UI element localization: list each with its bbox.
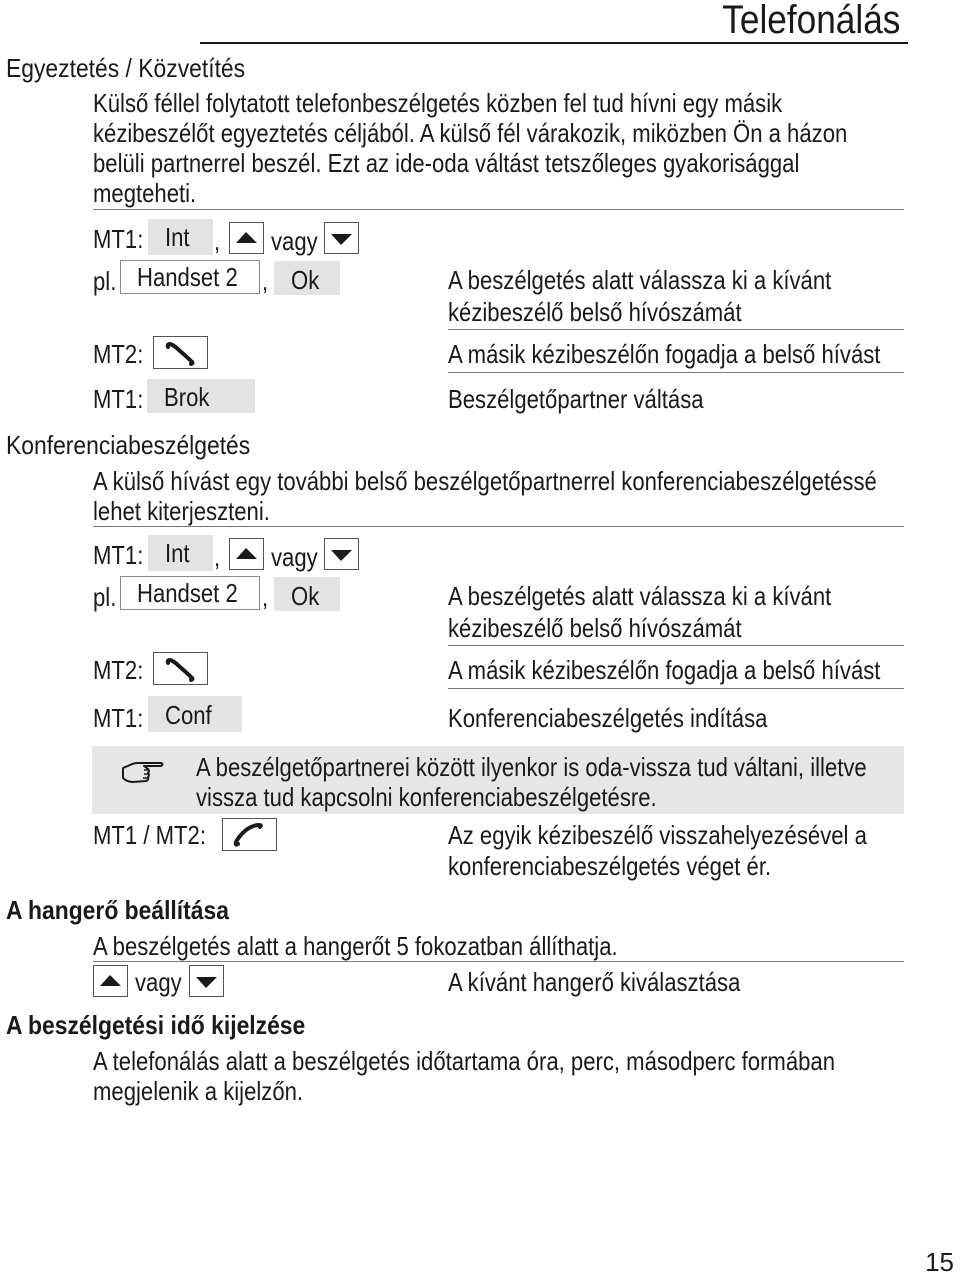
or-text: vagy [271,226,318,256]
step-description: A kívánt hangerő kiválasztása [448,967,741,997]
handset-off-hook-icon [154,337,207,368]
duration-intro-line-2: megjelenik a kijelzőn. [93,1076,304,1106]
down-key [189,965,224,997]
consult-intro-line-4: megteheti. [93,178,197,208]
softkey-int-label: Int [165,538,190,568]
duration-intro-line-1: A telefonálás alatt a beszélgetés időtartama óra, perc, másodperc formában [93,1046,836,1076]
conference-intro-line-2: lehet kiterjeszteni. [93,496,270,526]
comma: , [214,542,221,572]
divider [93,526,904,527]
step-description: A másik kézibeszélőn fogadja a belső hívást [448,655,881,685]
comma: , [214,226,221,256]
handset-on-hook-icon [223,819,276,850]
divider [448,329,904,330]
talk-key [153,652,208,685]
arrow-down-icon [190,966,223,996]
header-rule [200,42,908,44]
up-key [229,222,264,254]
volume-intro: A beszélgetés alatt a hangerőt 5 fokozatban állíthatja. [93,931,618,961]
step-description-line-1: Az egyik kézibeszélő visszahelyezésével a [448,820,867,850]
section-heading-consult: Egyeztetés / Közvetítés [6,53,246,83]
arrow-up-icon [94,966,127,996]
arrow-up-icon [230,223,263,253]
talk-key [153,336,208,369]
or-text: vagy [135,967,182,997]
consult-intro-line-3: belüli partnerrel beszél. Ezt az ide-oda váltást tetszőleges gyakorisággal [93,148,800,178]
divider [93,961,904,962]
consult-intro-line-2: kézibeszélőt egyeztetés céljából. A külső fél várakozik, miközben Ön a házon [93,118,848,148]
step-description-line-1: A beszélgetés alatt válassza ki a kívánt [448,581,832,611]
softkey-ok-label: Ok [291,581,320,611]
step-label: MT1 / MT2: [93,820,206,850]
arrow-down-icon [325,539,358,569]
step-description: Beszélgetőpartner váltása [448,384,704,414]
section-heading-conference: Konferenciabeszélgetés [6,430,251,460]
page-number: 15 [925,1247,954,1277]
arrow-up-icon [230,539,263,569]
page-header-title: Telefonálás [721,0,900,42]
divider [93,209,904,210]
divider [448,688,904,689]
step-label: MT1: [93,540,144,570]
handset-select-label: Handset 2 [137,578,238,608]
comma: , [262,582,269,612]
step-description: A másik kézibeszélőn fogadja a belső hívást [448,339,881,369]
softkey-ok-label: Ok [291,265,320,295]
down-key [324,222,359,254]
handset-off-hook-icon [154,653,207,684]
section-heading-volume: A hangerő beállítása [6,895,229,925]
conference-intro-line-1: A külső hívást egy további belső beszélgetőpartnerrel konferenciabeszélgetéssé [93,466,877,496]
consult-intro-line-1: Külső féllel folytatott telefonbeszélgetés közben fel tud hívni egy másik [93,88,783,118]
example-prefix: pl. [93,266,117,296]
arrow-down-icon [325,223,358,253]
section-heading-duration: A beszélgetési idő kijelzése [6,1010,306,1040]
softkey-int-label: Int [165,222,190,252]
pointing-hand-icon [120,757,166,787]
or-text: vagy [271,542,318,572]
down-key [324,538,359,570]
note-line-1: A beszélgetőpartnerei között ilyenkor is oda-vissza tud váltani, illetve [196,752,867,782]
step-label: MT1: [93,224,144,254]
step-label: MT1: [93,384,144,414]
softkey-conf-label: Conf [165,700,212,730]
softkey-brok-label: Brok [164,382,210,412]
step-label: MT1: [93,703,144,733]
up-key [93,965,128,997]
step-description-line-2: kézibeszélő belső hívószámát [448,613,742,643]
note-line-2: vissza tud kapcsolni konferenciabeszélgetésre. [196,782,657,812]
step-label: MT2: [93,339,144,369]
end-call-key [222,818,277,851]
comma: , [262,266,269,296]
divider [448,645,904,646]
step-description-line-1: A beszélgetés alatt válassza ki a kívánt [448,265,832,295]
step-label: MT2: [93,655,144,685]
handset-select-label: Handset 2 [137,262,238,292]
step-description: Konferenciabeszélgetés indítása [448,703,768,733]
divider [448,372,904,373]
step-description-line-2: kézibeszélő belső hívószámát [448,297,742,327]
example-prefix: pl. [93,582,117,612]
up-key [229,538,264,570]
step-description-line-2: konferenciabeszélgetés véget ér. [448,851,772,881]
